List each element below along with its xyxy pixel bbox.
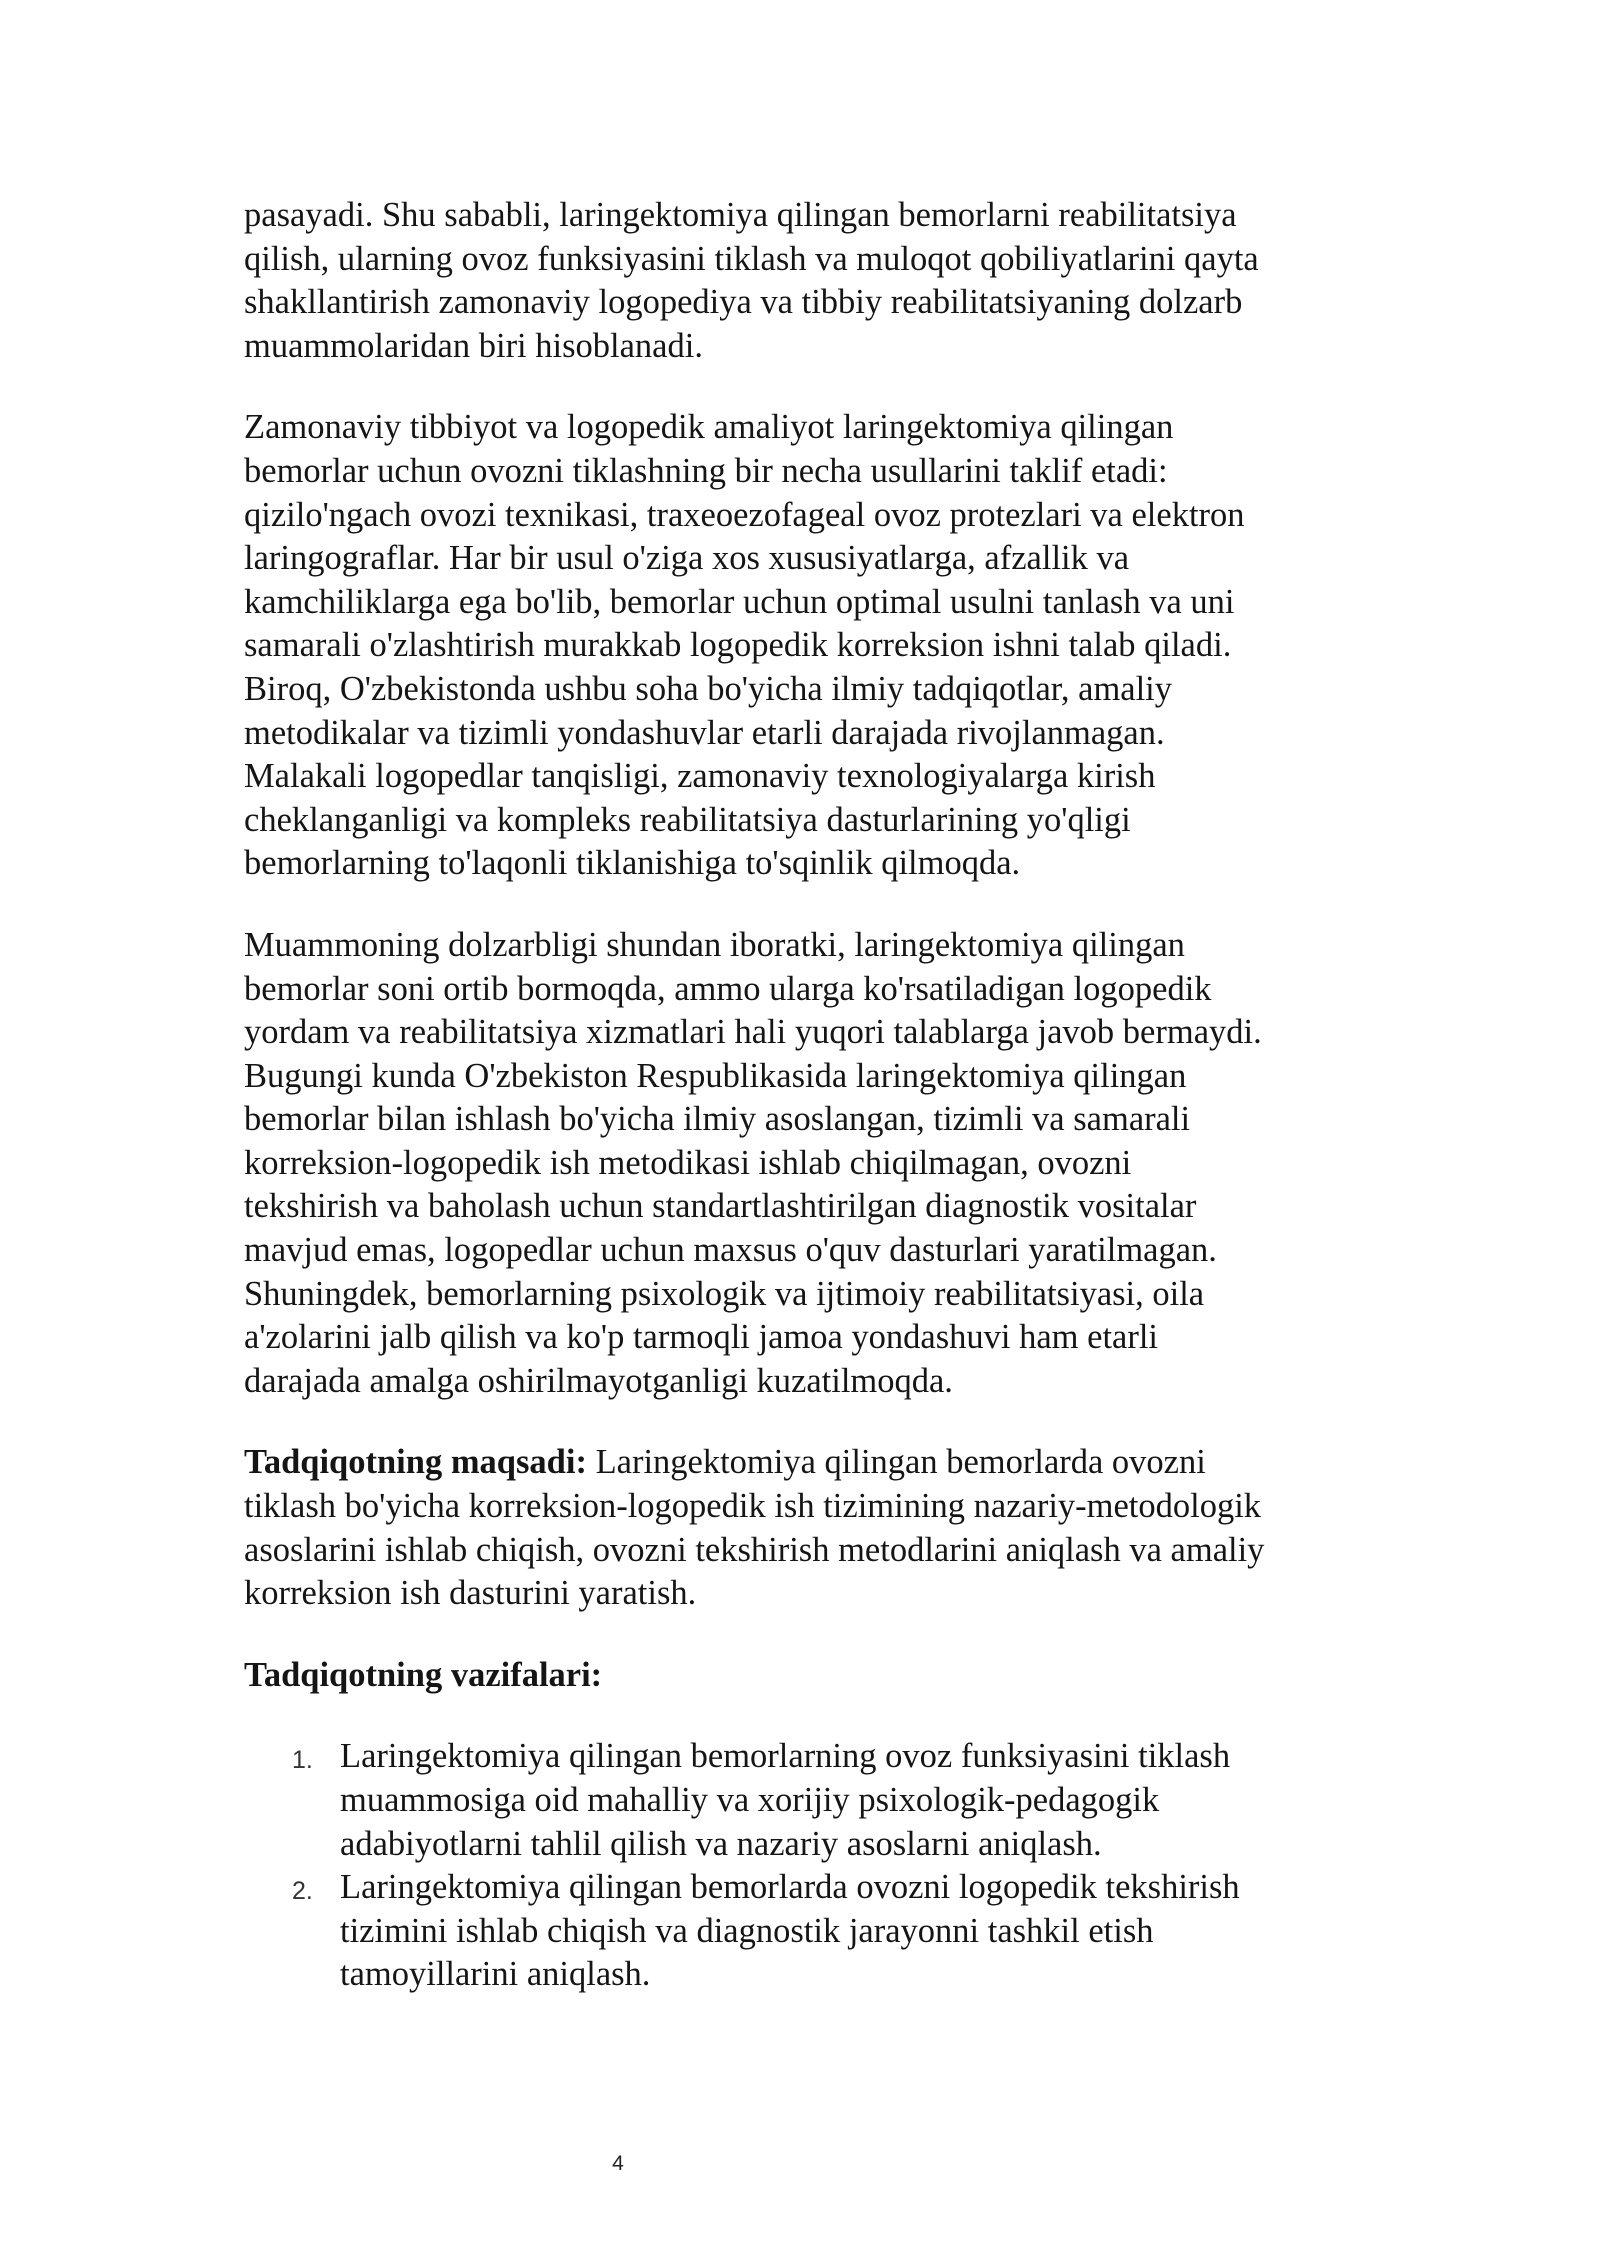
- paragraph-1: [244, 194, 1374, 368]
- text-line: pasayadi. Shu sababli, laringektomiya qilingan bemorlarni reabilitatsiya: [244, 196, 1237, 234]
- text-line: yordam va reabilitatsiya xizmatlari hali yuqori talablarga javob bermaydi.: [244, 1013, 1262, 1052]
- text-line: Laringektomiya qilingan bemorlarning ovoz funksiyasini tiklash: [340, 1737, 1231, 1776]
- text-line: tekshirish va baholash uchun standartlashtirilgan diagnostik vositalar: [244, 1187, 1197, 1226]
- research-goal-label: Tadqiqotning maqsadi:: [244, 1443, 587, 1482]
- text-line: Bugungi kunda O'zbekiston Respublikasida laringektomiya qilingan: [244, 1056, 1187, 1095]
- text-line: Laringektomiya qilingan bemorlarda ovozni logopedik tekshirish: [340, 1868, 1240, 1907]
- text-line: qilish, ularning ovoz funksiyasini tiklash va muloqot qobiliyatlarini qayta: [244, 239, 1259, 278]
- text-line: bemorlar uchun ovozni tiklashning bir necha usullarini taklif etadi:: [244, 451, 1168, 490]
- text-line: bemorlar soni ortib bormoqda, ammo ularga ko'rsatiladigan logopedik: [244, 969, 1212, 1008]
- page-number: 4: [612, 2152, 624, 2175]
- text-line: asoslarini ishlab chiqish, ovozni tekshirish metodlarini aniqlash va amaliy: [244, 1530, 1265, 1569]
- text-line: mavjud emas, logopedlar uchun maxsus o'quv dasturlari yaratilmagan.: [244, 1231, 1217, 1270]
- text-line: tamoyillarini aniqlash.: [340, 1955, 651, 1994]
- text-line: Shuningdek, bemorlarning psixologik va ijtimoiy reabilitatsiyasi, oila: [244, 1274, 1205, 1313]
- paragraph-2: [244, 406, 1374, 886]
- text-line: shakllantirish zamonaviy logopediya va tibbiy reabilitatsiyaning dolzarb: [244, 283, 1243, 322]
- text-line: kamchiliklarga ega bo'lib, bemorlar uchun optimal usulni tanlash va uni: [244, 582, 1235, 621]
- text-line: Biroq, O'zbekistonda ushbu soha bo'yicha ilmiy tadqiqotlar, amaliy: [244, 669, 1173, 708]
- text-line: tiklash bo'yicha korreksion-logopedik ish tizimining nazariy-metodologik: [244, 1487, 1262, 1526]
- list-item-number: 2.: [292, 1877, 313, 1906]
- text-line: a'zolarini jalb qilish va ko'p tarmoqli jamoa yondashuvi ham etarli: [244, 1318, 1158, 1357]
- text-line: muammosiga oid mahalliy va xorijiy psixologik-pedagogik: [340, 1781, 1160, 1819]
- text-line: darajada amalga oshirilmayotganligi kuzatilmoqda.: [244, 1361, 953, 1400]
- text-line: samarali o'zlashtirish murakkab logopedik korreksion ishni talab qiladi.: [244, 626, 1232, 665]
- page-content: [244, 194, 1374, 1997]
- text-line: bemorlar bilan ishlash bo'yicha ilmiy asoslangan, tizimli va samarali: [244, 1100, 1191, 1139]
- text-line: [244, 1441, 1374, 1485]
- text-line: Zamonaviy tibbiyot va logopedik amaliyot laringektomiya qilingan: [244, 408, 1174, 447]
- text-line: korreksion-logopedik ish metodikasi ishlab chiqilmagan, ovozni: [244, 1143, 1132, 1182]
- research-goal-text: Laringektomiya qilingan bemorlarda ovozni: [586, 1443, 1206, 1482]
- text-line: qizilo'ngach ovozi texnikasi, traxeoezofageal ovoz protezlari va elektron: [244, 495, 1245, 534]
- research-tasks-heading: Tadqiqotning vazifalari:: [244, 1655, 603, 1694]
- list-item-number: 1.: [292, 1746, 313, 1775]
- list-item: [292, 1866, 1374, 1997]
- text-line: metodikalar va tizimli yondashuvlar etarli darajada rivojlanmagan.: [244, 713, 1165, 752]
- research-goal-paragraph: [244, 1441, 1374, 1615]
- research-tasks-list: [244, 1735, 1374, 1997]
- text-line: Malakali logopedlar tanqisligi, zamonaviy texnologiyalarga kirish: [244, 757, 1156, 796]
- text-line: muammolaridan biri hisoblanadi.: [244, 326, 703, 365]
- text-line: adabiyotlarni tahlil qilish va nazariy asoslarni aniqlash.: [340, 1824, 1102, 1863]
- paragraph-3: [244, 924, 1374, 1404]
- text-line: Muammoning dolzarbligi shundan iboratki, laringektomiya qilingan: [244, 925, 1185, 964]
- text-line: bemorlarning to'laqonli tiklanishiga to'sqinlik qilmoqda.: [244, 844, 1021, 883]
- list-item: [292, 1735, 1374, 1866]
- text-line: korreksion ish dasturini yaratish.: [244, 1574, 697, 1613]
- text-line: laringograflar. Har bir usul o'ziga xos xususiyatlarga, afzallik va: [244, 539, 1130, 578]
- text-line: tizimini ishlab chiqish va diagnostik jarayonni tashkil etish: [340, 1911, 1154, 1950]
- text-line: cheklanganligi va kompleks reabilitatsiya dasturlarining yo'qligi: [244, 800, 1131, 839]
